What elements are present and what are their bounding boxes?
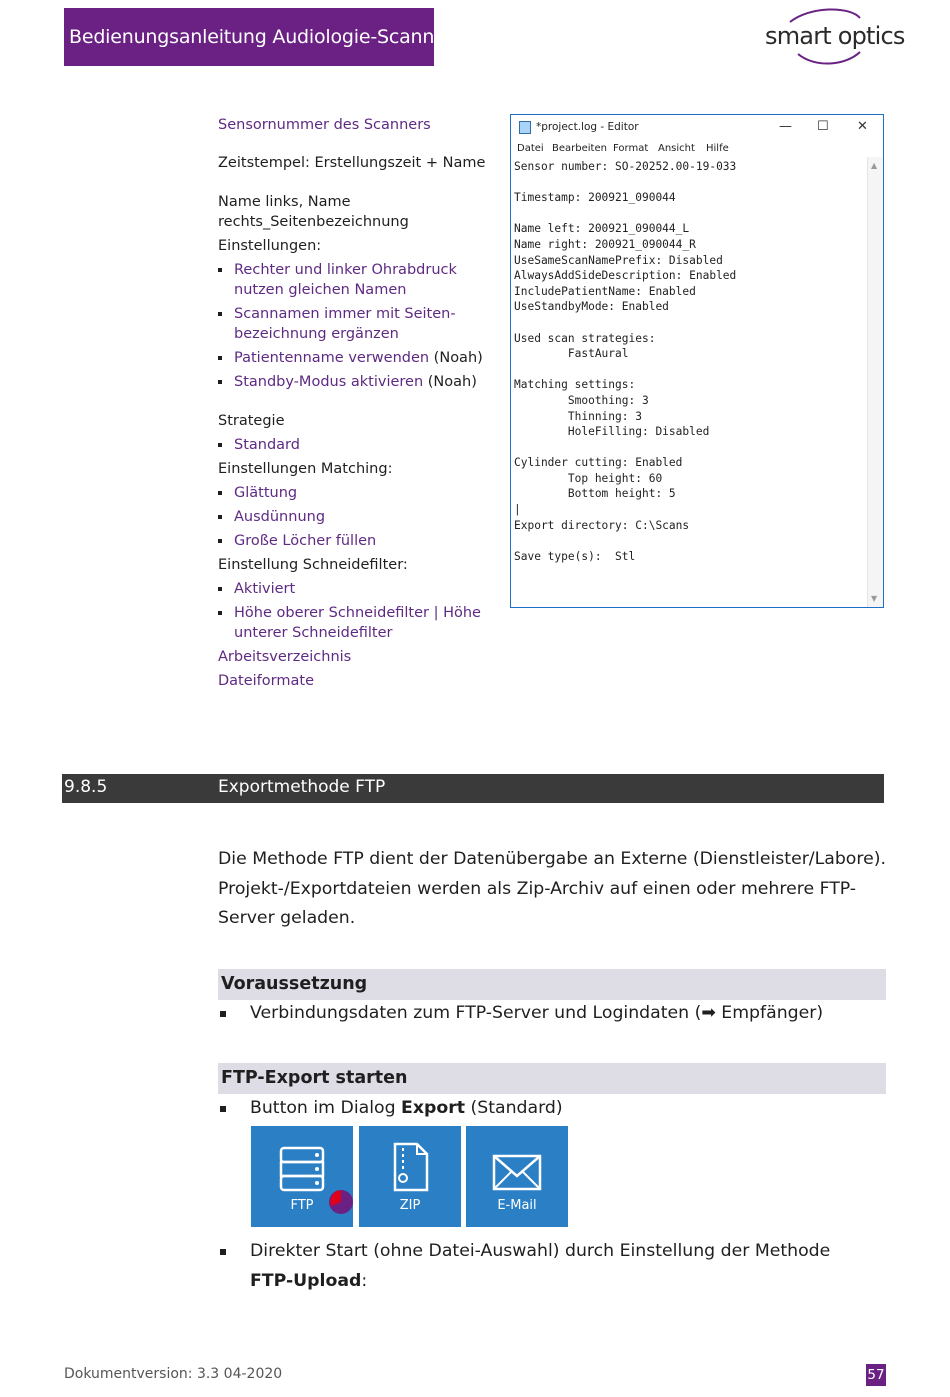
arrow-right-icon: ➡ xyxy=(701,1003,716,1023)
legend-settings-item-text: bezeichnung ergänzen xyxy=(234,326,399,342)
legend-cutting-item-text: unterer Schneidefilter xyxy=(234,625,393,641)
bullet-icon xyxy=(218,515,222,519)
logo-text: smart optics xyxy=(765,22,905,50)
ftp-export-label: FTP xyxy=(290,1198,314,1213)
legend-formats: Dateiformate xyxy=(218,673,314,689)
legend-matching-item-text: Ausdünnung xyxy=(234,509,326,525)
intro-line: Server geladen. xyxy=(218,908,356,928)
scroll-up-icon[interactable]: ▲ xyxy=(871,161,878,170)
legend-workdir: Arbeitsverzeichnis xyxy=(218,649,352,665)
legend-cutting-heading: Einstellung Schneidefilter: xyxy=(218,557,408,573)
ftp-upload-bold: FTP-Upload xyxy=(250,1271,362,1291)
section-title: Exportmethode FTP xyxy=(218,777,386,797)
zip-export-button[interactable] xyxy=(359,1126,461,1227)
legend-matching-item-text: Glättung xyxy=(234,485,298,501)
bullet-icon xyxy=(220,1249,226,1255)
bullet-icon xyxy=(218,611,222,615)
legend-settings-item-suffix: (Noah) xyxy=(423,374,477,390)
maximize-icon[interactable]: ☐ xyxy=(817,119,829,134)
legend-settings-item-text: Rechter und linker Ohrabdruck xyxy=(234,262,457,278)
legend-names-line2: rechts_Seitenbezeichnung xyxy=(218,214,409,230)
bullet-icon xyxy=(218,443,222,447)
legend-settings-item-suffix: (Noah) xyxy=(429,350,483,366)
bullet-icon xyxy=(218,587,222,591)
ftp-direct-start-line1: Direkter Start (ohne Datei-Auswahl) durch Einstellung der Methode xyxy=(250,1241,831,1261)
legend-strategy-heading: Strategie xyxy=(218,413,285,429)
scroll-down-icon[interactable]: ▼ xyxy=(871,594,878,603)
prerequisite-heading: Voraussetzung xyxy=(218,969,886,1000)
notepad-text-content[interactable]: Sensor number: SO-20252.00-19-033 Timestamp: 200921_090044 Name left: 200921_090044_L Name right: 200921_090044_R UseSameScanNamePrefix: Disabled AlwaysAddSideDescription: Enabled IncludePatientName: Enabled UseStandbyMode: Enabled Used scan strategies: FastAural Matching settings: Smoothing: 3 Thinning: 3 HoleFilling: Disabled Cylinder cutting: Enabled Top height: 60 Bottom height: 5 | Export directory: C:\Scans Save type(s): Stl xyxy=(514,160,737,563)
ftp-start-text-prefix: Button im Dialog xyxy=(250,1098,402,1118)
email-export-button[interactable] xyxy=(466,1126,568,1227)
menu-format[interactable]: Format xyxy=(613,143,649,154)
email-export-label: E-Mail xyxy=(497,1198,537,1213)
notepad-app-icon xyxy=(519,121,531,134)
section-number: 9.8.5 xyxy=(64,777,108,797)
legend-sensor: Sensornummer des Scanners xyxy=(218,117,431,133)
bullet-icon xyxy=(218,380,222,384)
ftp-direct-start-line2 xyxy=(250,1267,367,1297)
prerequisite-text-prefix: Verbindungsdaten zum FTP-Server und Logindaten ( xyxy=(250,1003,702,1023)
legend-matching-heading: Einstellungen Matching: xyxy=(218,461,393,477)
ftp-upload-suffix: : xyxy=(361,1271,368,1291)
legend-timestamp: Zeitstempel: Erstellungszeit + Name xyxy=(218,155,486,171)
legend-strategy-item-text: Standard xyxy=(234,437,300,453)
prerequisite-text-suffix: Empfänger) xyxy=(715,1003,824,1023)
legend-settings-heading: Einstellungen: xyxy=(218,238,322,254)
minimize-icon[interactable]: — xyxy=(779,119,792,134)
intro-paragraph xyxy=(218,845,888,934)
legend-settings-item-label: Patientenname verwenden xyxy=(234,350,430,366)
bullet-icon xyxy=(220,1106,226,1112)
bullet-icon xyxy=(218,491,222,495)
close-icon[interactable]: ✕ xyxy=(857,119,868,134)
section-heading xyxy=(62,774,884,803)
legend-matching-item-text: Große Löcher füllen xyxy=(234,533,377,549)
notepad-scrollbar[interactable] xyxy=(867,157,883,607)
ftp-start-heading: FTP-Export starten xyxy=(218,1063,886,1094)
bullet-icon xyxy=(218,268,222,272)
zip-export-label: ZIP xyxy=(399,1198,421,1213)
bullet-icon xyxy=(220,1011,226,1017)
legend-settings-item-label: Standby-Modus aktivieren xyxy=(234,374,424,390)
page-number: 57 xyxy=(866,1364,886,1386)
menu-ansicht[interactable]: Ansicht xyxy=(658,143,695,154)
ftp-start-text-bold: Export xyxy=(401,1098,466,1118)
legend-settings-item-text xyxy=(234,372,477,392)
intro-line: Projekt-/Exportdateien werden als Zip-Archiv auf einen oder mehrere FTP- xyxy=(218,878,857,899)
notepad-title: *project.log - Editor xyxy=(536,121,639,133)
document-version: Dokumentversion: 3.3 04-2020 xyxy=(64,1366,283,1382)
ftp-start-item-text xyxy=(250,1094,563,1124)
bullet-icon xyxy=(218,356,222,360)
legend-cutting-item-text: Höhe oberer Schneidefilter | Höhe xyxy=(234,605,481,621)
menu-bearbeiten[interactable]: Bearbeiten xyxy=(552,143,607,154)
intro-line: Die Methode FTP dient der Datenübergabe an Externe (Dienstleister/Labore). xyxy=(218,849,886,869)
prerequisite-item-text xyxy=(250,999,823,1029)
document-header-title: Bedienungsanleitung Audiologie-Scanner xyxy=(64,8,434,66)
notepad-window xyxy=(510,114,884,608)
notepad-titlebar xyxy=(511,115,883,141)
smart-optics-logo xyxy=(760,8,905,68)
legend-settings-item-text xyxy=(234,348,483,368)
bullet-icon xyxy=(218,312,222,316)
menu-hilfe[interactable]: Hilfe xyxy=(706,143,729,154)
ftp-export-button[interactable] xyxy=(251,1126,353,1227)
ftp-start-text-suffix: (Standard) xyxy=(465,1098,563,1118)
bullet-icon xyxy=(218,539,222,543)
notepad-menubar xyxy=(511,143,883,157)
menu-datei[interactable]: Datei xyxy=(517,143,544,154)
legend-settings-item-text: nutzen gleichen Namen xyxy=(234,282,407,298)
legend-cutting-item-text: Aktiviert xyxy=(234,581,296,597)
legend-settings-item-text: Scannamen immer mit Seiten- xyxy=(234,306,456,322)
legend-names-line1: Name links, Name xyxy=(218,194,351,210)
